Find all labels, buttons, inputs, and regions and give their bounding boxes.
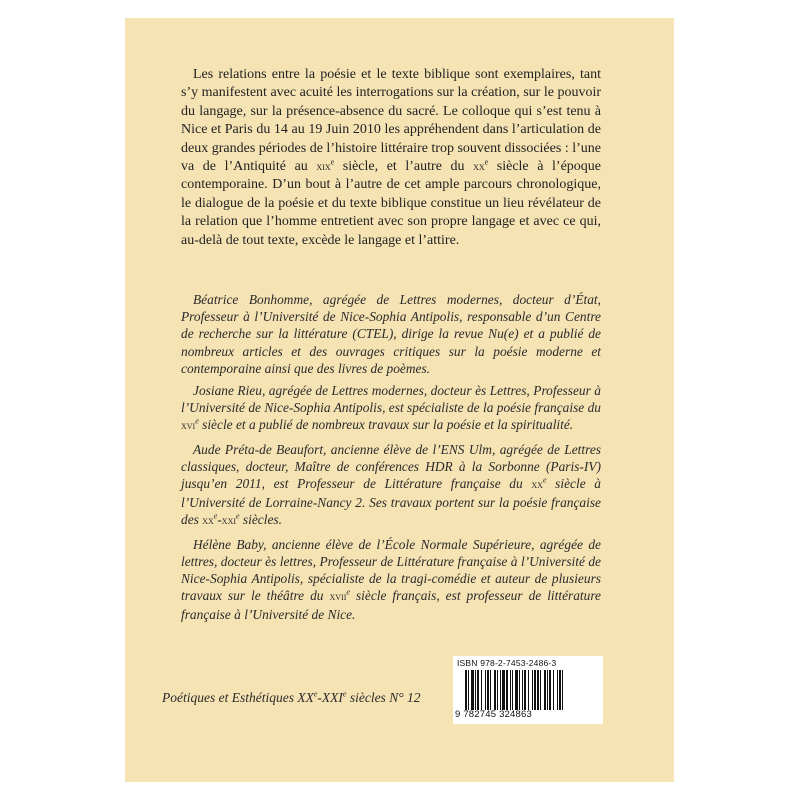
century-numeral: xix [316, 161, 331, 174]
bio-text-part: Aude Préta-de Beaufort, ancienne élève de l’ENS Ulm, agrégée de Lettres classiques, docteur, Maître de conférences HDR à la Sorbonne (Paris-IV) jusqu’en 2011, est Professeur de Littérature française du [181, 441, 601, 492]
barcode-bar [537, 670, 539, 710]
barcode-bar [481, 670, 482, 710]
author-biographies [181, 291, 601, 629]
barcode-bar [471, 670, 474, 710]
bio-text-part: siècle à l’Université de Lorraine-Nancy 2. Ses travaux portent sur la poésie française des [181, 476, 602, 528]
ordinal-superscript: e [542, 475, 547, 485]
barcode-bar [557, 670, 558, 710]
series-mid: -XXI [317, 690, 343, 705]
century-numeral: xxi [221, 515, 237, 528]
barcode-bar [547, 670, 548, 710]
barcode-bar [494, 670, 496, 710]
barcode-bar [515, 670, 518, 710]
ordinal-superscript: e [484, 157, 489, 167]
bio-text-part: siècle et a publié de nombreux travaux sur la poésie et la spiritualité. [198, 417, 574, 433]
isbn-barcode-box [453, 656, 603, 724]
summary-text [181, 66, 601, 250]
barcode-digits: 9 782745 324863 [455, 709, 532, 720]
bio-text-part: Josiane Rieu, agrégée de Lettres modernes, docteur ès Lettres, Professeur à l’Université de Nice-Sophia Antipolis, est spécialiste de la poésie française du [181, 383, 601, 416]
century-numeral: xx [202, 515, 214, 528]
barcode-bar [475, 670, 476, 710]
series-superscript: e [313, 689, 318, 699]
ordinal-superscript: e [236, 511, 240, 521]
barcode-bar [485, 670, 486, 710]
summary-text-part: siècle à l’époque contemporaine. D’un bout à l’autre de cet ample parcours chronologique, le dialogue de la poésie et du texte biblique constitue un lieu révélateur de la relation que l’homme entretient avec son propre langage et avec ce qui, au-delà de tout texte, excède le langage et l’attire. [181, 159, 601, 248]
bio-bonhomme: Béatrice Bonhomme, agrégée de Lettres modernes, docteur d’État, Professeur à l’Université de Nice-Sophia Antipolis, responsable d’un Centre de recherche sur la littérature (CTEL), dirige la revue Nu(e) et a publié de nombreux articles et des ouvrages critiques sur la poésie moderne et contemporaine ainsi que des livres de poèmes. [181, 292, 601, 376]
barcode-bar [553, 670, 554, 710]
century-numeral: xvi [181, 420, 196, 433]
barcode-bar [528, 670, 529, 710]
series-superscript: e [342, 689, 347, 699]
ordinal-superscript: e [330, 157, 335, 167]
barcode-bar [519, 670, 520, 710]
barcode-bar [477, 670, 479, 710]
barcode-bar [534, 670, 536, 710]
barcode-bar [522, 670, 523, 710]
series-prefix: Poétiques et Esthétiques XX [162, 690, 314, 705]
barcode-icon [465, 670, 593, 710]
barcode-bar [465, 670, 467, 710]
isbn-label: ISBN 978-2-7453-2486-3 [457, 658, 557, 668]
bio-text-part: siècle français, est professeur de littérature française à l’Université de Nice. [181, 588, 602, 623]
barcode-bar [510, 670, 511, 710]
bio-rieu [181, 382, 601, 436]
bio-text-part: siècles. [239, 512, 282, 528]
series-title [162, 690, 420, 706]
barcode-bar [500, 670, 501, 710]
bio-text-part: - [217, 512, 222, 528]
ordinal-superscript: e [195, 416, 199, 426]
barcode-bar [468, 670, 469, 710]
bio-text-part: Hélène Baby, ancienne élève de l’École Normale Supérieure, agrégée de lettres, docteur ès lettres, Professeur de Littérature française à l’Université de Nice-Sophia Antipolis, spécialiste de la tragi-comédie et auteur de plusieurs travaux sur le théâtre du [181, 536, 601, 604]
century-numeral: xx [531, 479, 543, 492]
barcode-bar [559, 670, 561, 710]
barcode-bar [487, 670, 489, 710]
barcode-bar [524, 670, 526, 710]
summary-text-part: Les relations entre la poésie et le texte biblique sont exemplaires, tant s’y manifestent avec acuité les interrogations sur la création, sur le pouvoir du langage, sur la présence-absence du sacré. Le colloque qui s’est tenu à Nice et Paris du 14 au 19 Juin 2010 les appréhendent dans l’articulation de deux grandes périodes de l’histoire littéraire trop souvent dissociées : l’une va de l’Antiquité au [181, 67, 601, 175]
century-numeral: xvii [329, 591, 347, 604]
summary-paragraph [181, 66, 601, 250]
ordinal-superscript: e [346, 587, 350, 597]
ordinal-superscript: e [213, 511, 218, 521]
back-cover [125, 18, 674, 782]
bio-baby [181, 536, 601, 624]
barcode-bar [540, 670, 541, 710]
barcode-bar [562, 670, 563, 710]
barcode-bar [502, 670, 505, 710]
barcode-bar [549, 670, 551, 710]
barcode-bar [544, 670, 546, 710]
barcode-bar [512, 670, 513, 710]
series-suffix: siècles N° 12 [346, 690, 421, 705]
barcode-bar [532, 670, 533, 710]
bio-preta [181, 441, 601, 531]
barcode-bar [497, 670, 498, 710]
century-numeral: xx [473, 161, 485, 174]
summary-text-part: siècle, et l’autre du [334, 159, 474, 175]
barcode-bar [506, 670, 508, 710]
barcode-bar [490, 670, 491, 710]
